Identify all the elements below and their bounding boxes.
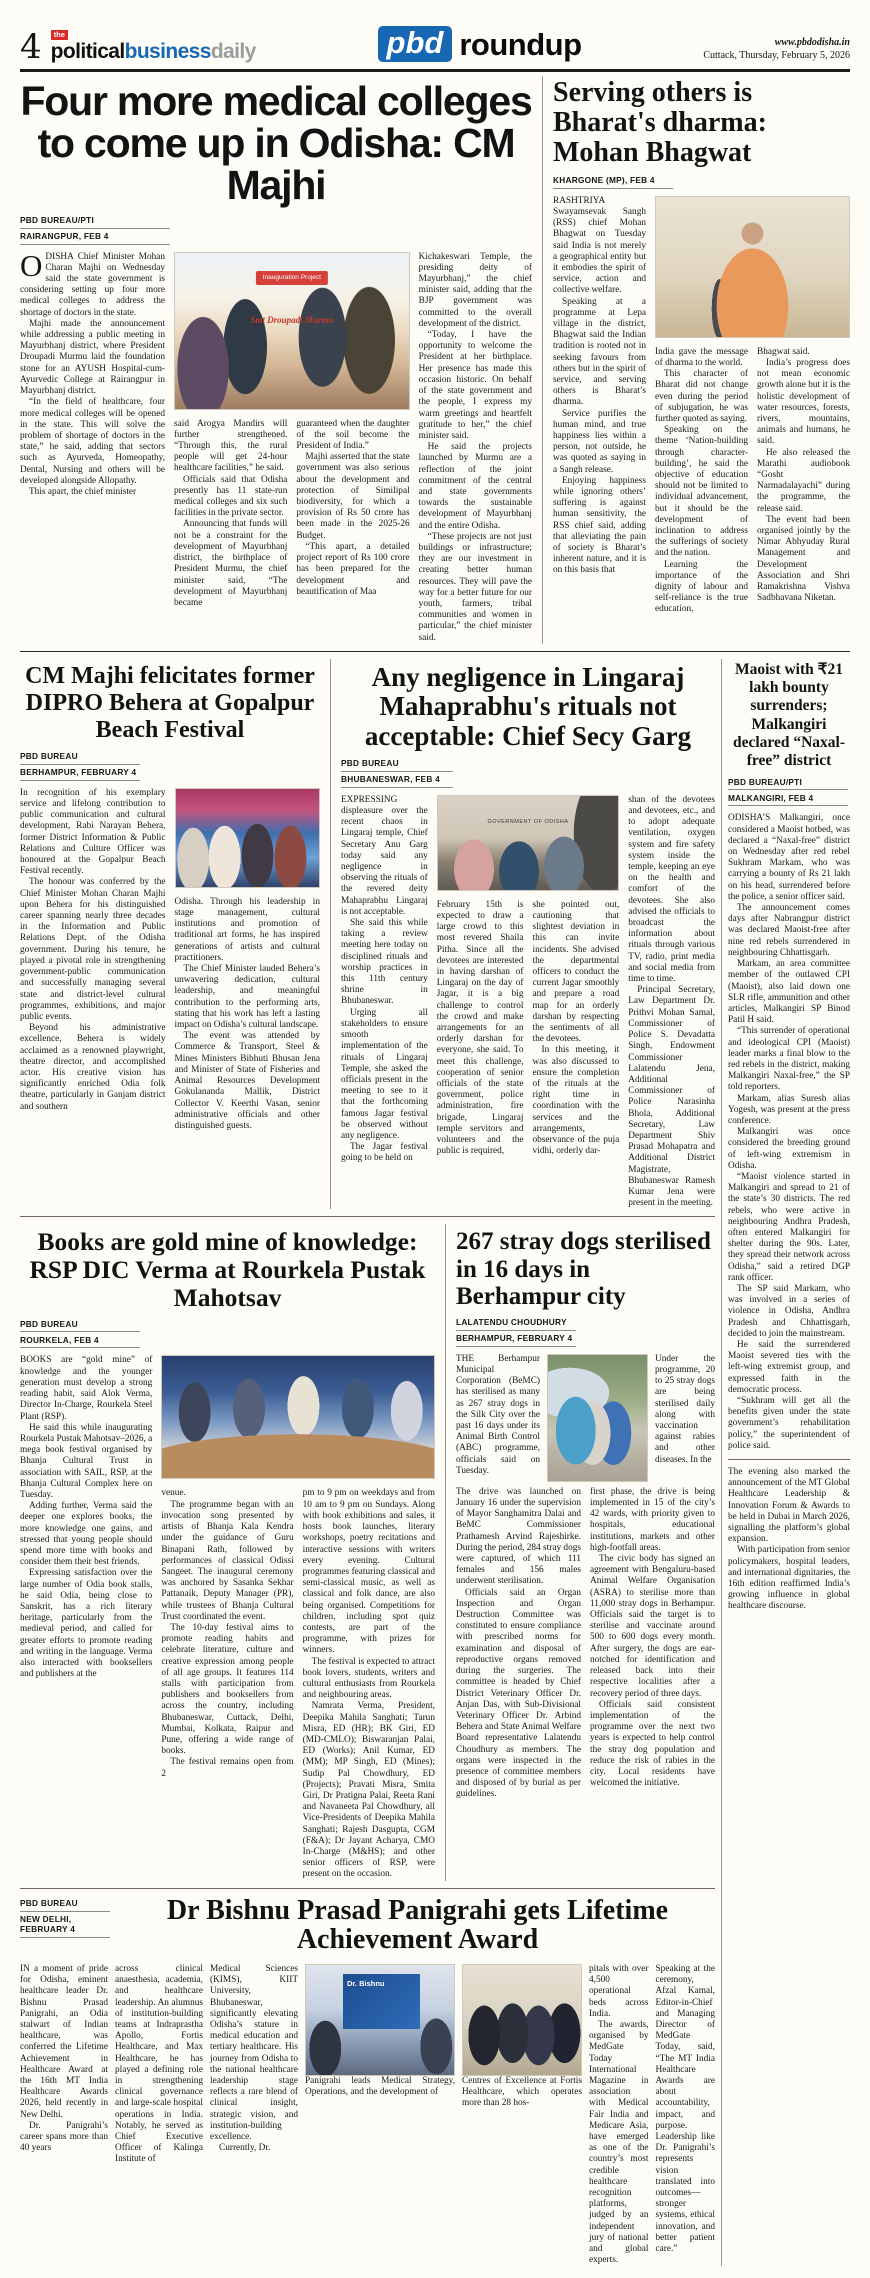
paragraph: shan of the devotees and devotees, etc., and to adopt adequate ventilation, oxygen system and fire safety system inside the temple, keeping an eye on the health and comfort of the devotees. She also advised the officials to broadcast the information about rituals through various TV, radio, print media and social media from time to time. xyxy=(628,794,715,985)
headline-panigrahi: Dr Bishnu Prasad Panigrahi gets Lifetime Achievement Award xyxy=(166,1894,669,1956)
text-column xyxy=(210,1964,298,2266)
dateline: BERHAMPUR, FEBRUARY 4 xyxy=(20,765,140,781)
article-panigrahi-award xyxy=(20,1896,715,2267)
paragraph: guaranteed when the daughter of the soil become the President of India.” xyxy=(296,418,410,452)
photo-award-group xyxy=(462,1964,582,2076)
paragraph: The Chief Minister lauded Behera’s unwavering dedication, cultural leadership, and meaningful contribution to the performing arts, stating that his work has left a lasting impact on Odisha’s cultural landscape. xyxy=(174,964,320,1031)
headline-lingaraj: Any negligence in Lingaraj Mahaprabhu's rituals not acceptable: Chief Secy Garg xyxy=(364,661,692,752)
paragraph: ODISHA Chief Minister Mohan Charan Majhi on Wednesday said the state government is considering setting up four more medical colleges to address the shortage of doctors in the state. xyxy=(20,247,166,318)
paragraph: He said the projects launched by Murmu are a reflection of the joint commitment of the central and state governments towards the sustainable development of Mayurbhanj and the entire Odisha. xyxy=(418,442,532,531)
pbd-logo-box: pbd xyxy=(378,26,453,62)
text-column xyxy=(296,419,409,644)
newspaper-logo xyxy=(51,30,256,62)
text-column xyxy=(553,196,646,616)
paragraph: she pointed out, cautioning that slightest deviation in this can invite incidents. She advised the departmental officers to conduct the current Jagar smoothly and prepare a road map for an orderly darshan by respecting the sentiments of all the devotees. xyxy=(532,899,620,1045)
logo-political: political xyxy=(50,40,125,63)
byline-block xyxy=(728,774,848,806)
paragraph: Majhi made the announcement while addressing a public meeting in Mayurbhanj district, where President Droupadi Murmu laid the foundation stone for an AYUSH Hospital-cum-Ayurvedic College at Rairangpur in Mayurbhanj district. xyxy=(20,318,166,397)
byline: LALATENDU CHOUDHURY xyxy=(456,1315,576,1331)
right-rail xyxy=(728,659,850,2267)
byline-block xyxy=(341,756,453,788)
paragraph: Expressing satisfaction over the large number of Odia book stalls, he said Odia, being close to Sanskrit, has a rich literary heritage, particularly from the medieval period, and called for greater efforts to promote reading and writing in the language. Verma also interacted with booksellers and publishers at the xyxy=(20,1568,153,1680)
paragraph: Officials said that Odisha presently has 11 state-run medical colleges and six such facilities in the private sector. xyxy=(174,474,288,519)
article-body xyxy=(553,196,850,616)
paragraph: He also released the Marathi audiobook “Gosht Narmadalayachi” during the programme, the release said. xyxy=(757,447,850,514)
paragraph: With participation from senior policymakers, hospital leaders, and international dignitaries, the 16th edition reaffirmed India’s growing influence in global healthcare discourse. xyxy=(728,1545,850,1612)
paragraph: Kichakeswari Temple, the presiding deity of Mayurbhanj,” the chief minister said, adding that the BJP government was committed to the overall development of the district. xyxy=(418,251,532,329)
left-zone xyxy=(20,659,715,2267)
text-column xyxy=(20,247,166,644)
text-column xyxy=(341,795,428,1210)
text-continuation: Panigrahi leads Medical Strategy, Operations, and the development of xyxy=(305,2075,455,2098)
vertical-rule xyxy=(542,76,543,644)
paragraph: Malkangiri was once considered the breeding ground of left-wing extremism in Odisha. xyxy=(728,1127,850,1171)
logo-business: business xyxy=(124,40,211,63)
article-book-festival xyxy=(20,1224,435,1880)
paragraph: THE Berhampur Municipal Corporation (BeMC) has sterilised as many as 267 stray dogs in the Silk City over the past 16 days under its Animal Birth Control (ABC) programme, officials said on Tuesday. xyxy=(456,1353,540,1476)
byline: PBD BUREAU xyxy=(20,749,140,765)
photo-sterilisation-drive xyxy=(547,1354,648,1482)
website-url: www.pbdodisha.in xyxy=(774,37,850,48)
paragraph: “This surrender of operational and ideological CPI (Maoist) leader marks a final blow to the red rebels in the district, making Malkangiri Naxal-free,” the SP told reporters. xyxy=(728,1026,850,1093)
text-column xyxy=(456,1354,540,1482)
logo-the-badge: the xyxy=(51,30,68,40)
photo-book-fair xyxy=(161,1355,435,1479)
paragraph: venue. xyxy=(161,1488,186,1499)
text-column xyxy=(757,347,850,616)
paragraph: The programme began with an invocation song presented by artists of Bhanja Kala Kendra under the guidance of Guru Binapani Rath, followed by performances of classical Odissi Sangeet. The inaugural ceremony was anchored by Sasanka Sekhar Pattanaik, Deputy Manager (PR), while trustees of Bhanja Cultural Trust coordinated the event. xyxy=(161,1499,294,1622)
text-column xyxy=(20,1355,152,1880)
byline: PBD BUREAU xyxy=(20,1896,110,1912)
paragraph: The festival remains open from 2 xyxy=(161,1757,294,1779)
lower-section xyxy=(20,1224,715,1880)
paragraph: RASHTRIYA Swayamsevak Sangh (RSS) chief Mohan Bhagwat on Tuesday said India is not merely a geographical entity but it embodies the spirit of service, action and collective welfare. xyxy=(553,195,646,296)
paragraph: The event was attended by Commerce & Transport, Steel & Mines Ministers Bibhuti Bhusan Jena and Minister of State of Fisheries and Animal Resources Development Gokulananda Mallik, District Collector V. Keerthi Vasan, senior administrative officials and other distinguished guests. xyxy=(174,1031,320,1131)
text-column xyxy=(456,1487,581,1801)
paragraph: Odisha. Through his leadership in stage management, cultural institutions and promotion of traditional art forms, he has inspired generations of artists and cultural practitioners. xyxy=(174,896,320,963)
photo-gopalpur-felicitation xyxy=(175,788,321,888)
figure-with-text xyxy=(462,1964,582,2266)
paragraph: India gave the message of dharma to the world. xyxy=(655,346,748,368)
paragraph: Medical Sciences (KIMS), KIIT University, Bhubaneswar, significantly elevating Odisha’s stature in medical education and tertiary healthcare. His journey from Odisha to the national healthcare leadership stage reflects a rare blend of clinical insight, strategic vision, and institution-building excellence. xyxy=(210,1963,298,2142)
paragraph: In this meeting, it was also discussed to ensure the completion of the rituals at the right time in coordination with the services and the arrangements, observance of the puja vidhi, orderly dar- xyxy=(532,1045,620,1157)
presentation-slide: Dr. Bishnu xyxy=(343,1974,420,2029)
paragraph: This apart, the chief minister xyxy=(29,486,137,497)
text-column xyxy=(589,1964,649,2266)
dateline: ROURKELA, FEB 4 xyxy=(20,1332,140,1348)
byline: PBD BUREAU/PTI xyxy=(728,774,848,790)
photo-banner-text: Smt Droupadi Murmu xyxy=(250,315,334,326)
top-section xyxy=(20,76,850,644)
paragraph: Learning the importance of the dignity of labour and self-reliance is the true education, xyxy=(655,559,748,615)
paragraph: This character of Bharat did not change even during the period of subjugation, he was further quoted as saying. xyxy=(655,369,748,424)
masthead-right xyxy=(703,37,850,62)
section-divider xyxy=(20,651,850,652)
dateline: RAIRANGPUR, FEB 4 xyxy=(20,229,170,245)
paragraph: Officials said an Organ Inspection and Organ Destruction Committee was constituted to ensure compliance with prescribed norms for examination and disposal of reproductive organs removed during the surgeries. The committee is headed by Chief District Veterinary Officer Dr. Anjan Das, with Sub-Divisional Veterinary Officer Dr. Arbind Behera and State Animal Welfare Board representative Lalatendu Choudhury as members. The organs were inspected in the presence of committee members and disposed of by burial as per guidelines. xyxy=(456,1587,581,1800)
dateline: BERHAMPUR, FEBRUARY 4 xyxy=(456,1331,576,1347)
section-divider xyxy=(20,1888,715,1889)
paragraph: “These projects are not just buildings or infrastructure; they are our investment in creating better human resources. They will pave the way for a better future for our youth, farmers, tribal communities and women in particular,” the chief minister said. xyxy=(418,531,532,643)
photo-bhagwat-speaking xyxy=(655,196,850,338)
article-medical-colleges xyxy=(20,76,532,644)
byline-block xyxy=(20,1896,110,1938)
page-number: 4 xyxy=(20,27,42,68)
text-column xyxy=(628,795,715,1210)
middle-section xyxy=(20,659,715,1210)
paragraph: BOOKS are “gold mine” of knowledge and the younger generation must develop a strong reading habit, said Alok Verma, Director In-Charge, Rourkela Steel Plant (RSP). xyxy=(20,1355,153,1422)
photo-banner-tag: Inauguration Project xyxy=(256,271,328,284)
paragraph: The civic body has signed an agreement with Bengaluru-based Animal Welfare Organisation (ASRA) to sterilise more than 11,000 stray dogs in Berhampur. Officials said the target is to sterilise and vaccinate around 500 to 600 dogs every month. After surgery, the dogs are ear-notched for identification and released back into their respective localities after a recovery period of three days. xyxy=(590,1554,715,1699)
byline: PBD BUREAU/PTI xyxy=(20,213,170,229)
text-column xyxy=(590,1487,715,1801)
photo-murmu-ceremony xyxy=(174,252,410,410)
paragraph: Currently, Dr. xyxy=(219,2143,271,2154)
text-column xyxy=(655,347,748,616)
dateline: MALKANGIRI, FEB 4 xyxy=(728,790,848,806)
paragraph: The event had been organised jointly by the Nimar Abhyuday Rural Management and Development Association and Shri Ramakrishna Vishva Sadbhavana Niketan. xyxy=(757,514,850,604)
vertical-rule xyxy=(445,1224,446,1880)
paragraph: The evening also marked the announcement of the MT Global Healthcare Leadership & Innovation Forum & Awards to be held in Dubai in March 2026, signalling the platform’s global expansion. xyxy=(728,1467,850,1545)
article-body xyxy=(20,788,320,1132)
paragraph: The awards, organised by MedGate Today International Magazine in association with Medical Fair India and Medicare Asia, have emerged as one of the country’s most credible healthcare recognition platforms, judged by an independent jury of national and global experts. xyxy=(589,2019,649,2266)
byline-block xyxy=(553,173,673,189)
paragraph: The drive was launched on January 16 under the supervision of Mayor Sanghamitra Dalai and BeMC Commissioner Prathamesh Arvind Rajeshirke. During the period, 284 stray dogs were captured, of which 111 females and 156 males underwent sterilisation. xyxy=(456,1486,581,1587)
paragraph: Announcing that funds will not be a constraint for the development of Mayurbhanj district, the birthplace of President Murmu, the chief minister said, “The development of Mayurbhanj became xyxy=(174,519,288,608)
text-column xyxy=(20,1964,108,2266)
article-dipro-behera xyxy=(20,659,320,1210)
paragraph: She said this while taking a review meeting here today on disciplined rituals and worship practices in this 11th century shrine in Bhubaneswar. xyxy=(341,918,428,1007)
section-divider xyxy=(20,1216,715,1217)
article-body xyxy=(20,247,532,644)
paragraph: Beyond his administrative excellence, Behera is widely acclaimed as a renowned playwright, theatre director, and accomplished actor. His creative vision has significantly enriched Odia folk theatre, particularly in Ganjam district and southern xyxy=(20,1023,166,1112)
article-body-bottom xyxy=(456,1487,715,1801)
paragraph: The Jagar festival going to be held on xyxy=(341,1142,428,1164)
paragraph: pitals with over 4,500 operational beds across India. xyxy=(589,1963,649,2019)
paragraph: Enjoying happiness while ignoring others’ suffering is against human sensitivity, the RSS chief said, adding that alleviating the pain of society is Bharat’s inherent nature, and it is on this basis that xyxy=(553,475,646,576)
paragraph: Urging all stakeholders to ensure smooth implementation of the rituals of Lingaraj Temple, she asked the officials present in the meeting to see to it that the forthcoming famous Jagar festival be observed without any negligence. xyxy=(341,1007,428,1141)
paragraph: India’s progress does not mean economic growth alone but it is the holistic development of water resources, forests, rivers, mountains, animals and humans, he said. xyxy=(757,357,850,447)
headline-bhagwat: Serving others is Bharat's dharma: Mohan Bhagwat xyxy=(553,77,767,169)
paragraph: February 15th is expected to draw a large crowd to this most revered Shaila Pitha. Since all the devotees are interested in having darshan of Lingaraj on the day of Jagar, it is a big challenge to control the crowd and make arrangements for an orderly darshan for everyone, she said. To meet this challenge, cooperation of senior officials of the state government, police administration, fire brigade, Lingaraj temple servitors and volunteers and the public is required, xyxy=(436,899,524,1157)
dateline: NEW DELHI, FEBRUARY 4 xyxy=(20,1912,110,1938)
panigrahi-article-tail xyxy=(728,1467,850,1613)
byline: PBD BUREAU xyxy=(20,1316,140,1332)
paragraph: Officials said consistent implementation of the programme over the next two years is expected to help control the stray dog population and reduce the risk of rabies in the city. Local residents have welcomed the initiative. xyxy=(590,1699,715,1789)
text-column xyxy=(303,1488,435,1880)
article-bhagwat xyxy=(553,76,850,644)
paragraph: first phase, the drive is being implemented in 15 of the city’s 42 wards, with priority given to hospitals, educational institutions, markets and other high-footfall areas. xyxy=(590,1486,715,1553)
byline-block xyxy=(20,213,170,245)
text-continuation: Centres of Excellence at Fortis Healthcare, which operates more than 28 hos- xyxy=(462,2075,582,2109)
section-divider xyxy=(728,1459,850,1460)
paragraph: The festival is expected to attract book lovers, students, writers and cultural enthusiasts from Rourkela and neighbouring areas. xyxy=(302,1656,435,1701)
headline-dogs: 267 stray dogs sterilised in 16 days in Berhampur city xyxy=(456,1228,711,1311)
paragraph: “In the field of healthcare, four more medical colleges will be opened in the state. This will solve the problem of shortage of doctors in the state,” he said, adding that sectors such as Ayurveda, Homeopathy, Dental, Nursing and others will be developed alongside Allopathy. xyxy=(20,397,166,486)
masthead-left xyxy=(20,27,256,68)
section-title: roundup xyxy=(459,26,582,62)
article-lingaraj-rituals xyxy=(341,659,715,1210)
section-banner xyxy=(378,26,582,62)
paragraph: “Sukhram will get all the benefits given under the state government’s rehabilitation policy,” the superintendent of police said. xyxy=(728,1396,850,1451)
paragraph: The honour was conferred by the Chief Minister Mohan Charan Majhi upon Behera for his distinguished career spanning nearly three decades in the Information and Public Relations Dept. of the Odisha government. During his tenure, he played a pivotal role in strengthening government-public communication and successfully managing several state and district-level cultural programmes, exhibitions, and major public events. xyxy=(20,877,166,1022)
vertical-rule xyxy=(721,659,722,2267)
text-column xyxy=(656,1964,716,2266)
byline-block xyxy=(456,1315,576,1347)
text-column xyxy=(175,897,321,1132)
article-body xyxy=(20,1964,715,2266)
paragraph: ODISHA’S Malkangiri, once considered a Maoist hotbed, was declared a “Naxal-free” district on Wednesday after red rebel Sukhram Markam, who was carrying a bounty of Rs 21 lakh on his head, surrendered before the police, a senior officer said. xyxy=(728,813,850,902)
paragraph: Under the programme, 20 to 25 stray dogs are being sterilised daily along with vaccination against rabies and other diseases. In the xyxy=(655,1353,715,1465)
paragraph: “Today, I have the opportunity to welcome the President at her birthplace. Her presence has made this occasion historic. On behalf of the state government and the people, I express my warm greetings and heartfelt gratitude to her,” the chief minister said. xyxy=(418,330,532,441)
byline-block xyxy=(20,749,140,781)
paragraph: EXPRESSING displeasure over the recent chaos in Lingaraj temple, Chief Secretary Anu Garg today said any negligence in observing the rituals of the revered deity Mahaprabhu Lingaraj is not acceptable. xyxy=(341,794,428,917)
text-column xyxy=(655,1354,715,1482)
paragraph: He said this while inaugurating Rourkela Pustak Mahotsav–2026, a mega book festival organised by Bhanja Cultural Trust in association with SAIL, RSP, at the Bhanja Cultural Complex here on Tuesday. xyxy=(20,1422,153,1500)
vertical-rule xyxy=(330,659,331,1210)
paragraph: Principal Secretary, Law Department Dr. Prithvi Mohan Samal, Commissioner of Police S. Devadatta Singh, Endowment Commissioner Lalatendu Jena, Additional Commissioner of Police Narasinha Bhola, Additional Secretary, Law Department Shiv Prasad Mohapatra and Additional District Magistrate, Bhubaneswar Ramesh Kumar Jena were present in the meeting. xyxy=(628,985,715,1209)
headline-medical-colleges: Four more medical colleges to come up in Odisha: CM Majhi xyxy=(20,78,532,209)
paragraph: “This apart, a detailed project report of Rs 100 crore has been prepared for the development and beautification of Maa xyxy=(296,541,410,597)
article-stray-dogs xyxy=(456,1224,715,1880)
figure-with-text xyxy=(305,1964,455,2266)
paragraph: IN a moment of pride for Odisha, eminent healthcare leader Dr. Bishnu Prasad Panigrahi, an Odia stalwart of Indian healthcare, was conferred the Lifetime Achievement in Healthcare Award at the 16th MT India Healthcare Awards 2026, held recently in New Delhi. xyxy=(20,1963,108,2120)
paragraph: He said the surrendered Maoist severed ties with the left-wing extremist group, and expressed faith in the democratic process. xyxy=(728,1340,850,1395)
article-body xyxy=(341,795,715,1210)
paragraph: across clinical anaesthesia, academia, and healthcare leadership. An alumnus of institution-building teams at Indraprastha Apollo, Fortis Healthcare, and Max Healthcare, he has played a defining role in strengthening clinical governance and large-scale hospital operations in India. Notably, he served as Chief Executive Officer of Kalinga Institute of xyxy=(115,1963,203,2165)
paragraph: Speaking at the ceremony, Afzal Kamal, Editor-in-Chief and Managing Director of MedGate Today, said, “The MT India Healthcare Awards are about accountability, impact, and purpose. Leadership like Dr. Panigrahi’s represents vision translated into outcomes—stronger systems, ethical innovation, and better patient care.” xyxy=(655,1963,715,2255)
text-column xyxy=(419,252,532,644)
headline-dipro: CM Majhi felicitates former DIPRO Behera at Gopalpur Beach Festival xyxy=(25,662,315,744)
main-zone xyxy=(20,659,850,2267)
paragraph: The announcement comes days after Nabrangpur district was declared Maoist-free after nine red rebels surrendered in neighbouring Chhattisgarh. xyxy=(728,903,850,958)
paragraph: Speaking on the theme ‘Nation-building through character-building’, he said the objective of education should not be limited to individual advancement, but it should be the development of inclination to address the sufferings of society and the nation. xyxy=(655,425,748,559)
paragraph: pm to 9 pm on weekdays and from 10 am to 9 pm on Sundays. Along with book exhibitions and sales, it hosts book launches, literary workshops, poetry recitations and interactive sessions with writers every evening. Cultural programmes featuring classical and semi-classical music, as well as classical and folk dance, are also being organised. Competitions for children, including spot quiz contests, are part of the programme, with prizes for winners. xyxy=(302,1488,435,1656)
text-column xyxy=(20,788,166,1132)
logo-daily: daily xyxy=(210,40,256,63)
paragraph: Bhagwat said. xyxy=(757,346,810,357)
masthead xyxy=(20,26,850,72)
photo-review-meeting xyxy=(437,795,620,891)
text-column xyxy=(161,1488,293,1880)
article-maoist-surrender xyxy=(728,661,850,1452)
text-column xyxy=(437,900,524,1210)
paragraph: Speaking at a programme at Lepa village in the district, Bhagwat said the Indian tradition is rooted not in seeking favours from others but in the spirit of service, and serving others is Bharat’s dharma. xyxy=(553,296,646,408)
edition-line: Cuttack, Thursday, February 5, 2026 xyxy=(703,49,850,61)
paragraph: The SP said Markam, who was involved in a series of violence in Odisha, Andhra Pradesh and Chhattisgarh, decided to join the mainstream. xyxy=(728,1283,850,1339)
paragraph: In recognition of his exemplary service and lifelong contribution to public communication and cultural development, Rabi Narayan Behera, former District Information & Public Relations and Culture Officer was honoured at the Gopalpur Beach Festival recently. xyxy=(20,787,166,877)
article-body-top xyxy=(456,1354,715,1482)
paragraph: said Arogya Mandirs will further strengthened. “Through this, the rural people will get 24-hour healthcare facilities,” he said. xyxy=(174,418,288,474)
paragraph: Dr. Panigrahi’s career spans more than 40 years xyxy=(20,2120,108,2154)
headline-maoist: Maoist with ₹21 lakh bounty surrenders; Malkangiri declared “Naxal-free” district xyxy=(732,660,846,770)
paragraph: Service purifies the human mind, and true happiness lies within a person, not outside, he was quoted as saying in a Sangh release. xyxy=(553,408,646,475)
paragraph: The 10-day festival aims to promote reading habits and celebrate literature, culture and creative expression among people of all age groups. It features 114 stalls with participation from publishers and booksellers from across the country, including Bhubaneswar, Cuttack, Delhi, Mumbai, Kolkata, Raipur and Pune, offering a wide range of books. xyxy=(161,1622,294,1757)
photo-backdrop-text: GOVERNMENT OF ODISHA xyxy=(487,818,569,825)
paragraph: Markam, alias Suresh alias Yogesh, was present at the press conference. xyxy=(728,1093,850,1126)
article-body xyxy=(20,1355,435,1880)
text-column xyxy=(174,419,287,644)
photo-panigrahi-slide xyxy=(305,1964,455,2076)
byline: PBD BUREAU xyxy=(341,756,453,772)
headline-books: Books are gold mine of knowledge: RSP DIC Verma at Rourkela Pustak Mahotsav xyxy=(29,1227,426,1313)
paragraph: Adding further, Verma said the deeper one explores books, the more knowledge one gains, and stressed that young people should spend more time with books and consider them their best friends. xyxy=(20,1501,153,1568)
paragraph: Markam, an area committee member of the outlawed CPI (Maoist), also laid down one SLR rifle, ammunition and other articles, Malkangiri SP Binod Patil H said. xyxy=(728,959,850,1026)
byline-block xyxy=(20,1316,140,1348)
dateline: KHARGONE (MP), FEB 4 xyxy=(553,173,673,189)
article-header xyxy=(20,1896,715,1959)
text-column xyxy=(728,813,850,1452)
paragraph: Namrata Verma, President, Deepika Mahila Sanghati; Tarun Misra, ED (HR); BK Giri, ED (MD-CMLO); Biswaranjan Palai, ED (Works); Anil Kumar, ED (MM); MP Singh, ED (Mines); Sudip Pal Chowdhury, ED (Projects); Pravati Misra, Smita Giri, Dr Pratigna Palai, Reeta Rani and Navaneeta Pal Chowdhury, all Vice-Presidents of Deepika Mahila Sanghati; Rajesh Dasgupta, CGM (F&A); Dr Jayant Acharya, CMO In-Charge (M&HS); and other senior officers of RSP, were present on the occasion. xyxy=(302,1701,435,1880)
paragraph: Majhi asserted that the state government was also serious about the development and protection of Similipal biodiversity, for which a provision of Rs 50 crore has been made in the 2025-26 Budget. xyxy=(296,452,410,541)
text-column xyxy=(533,900,620,1210)
text-column xyxy=(115,1964,203,2266)
dateline: BHUBANESWAR, FEB 4 xyxy=(341,772,453,788)
paragraph: “Maoist violence started in Malkangiri and spread to 21 of the state’s 30 districts. The red rebels, who were active in neighbouring Andhra Pradesh, often entered Malkangiri for shelter during the 90s. Later, they spread their network across Odisha,” said a retired DGP rank officer. xyxy=(728,1171,850,1283)
